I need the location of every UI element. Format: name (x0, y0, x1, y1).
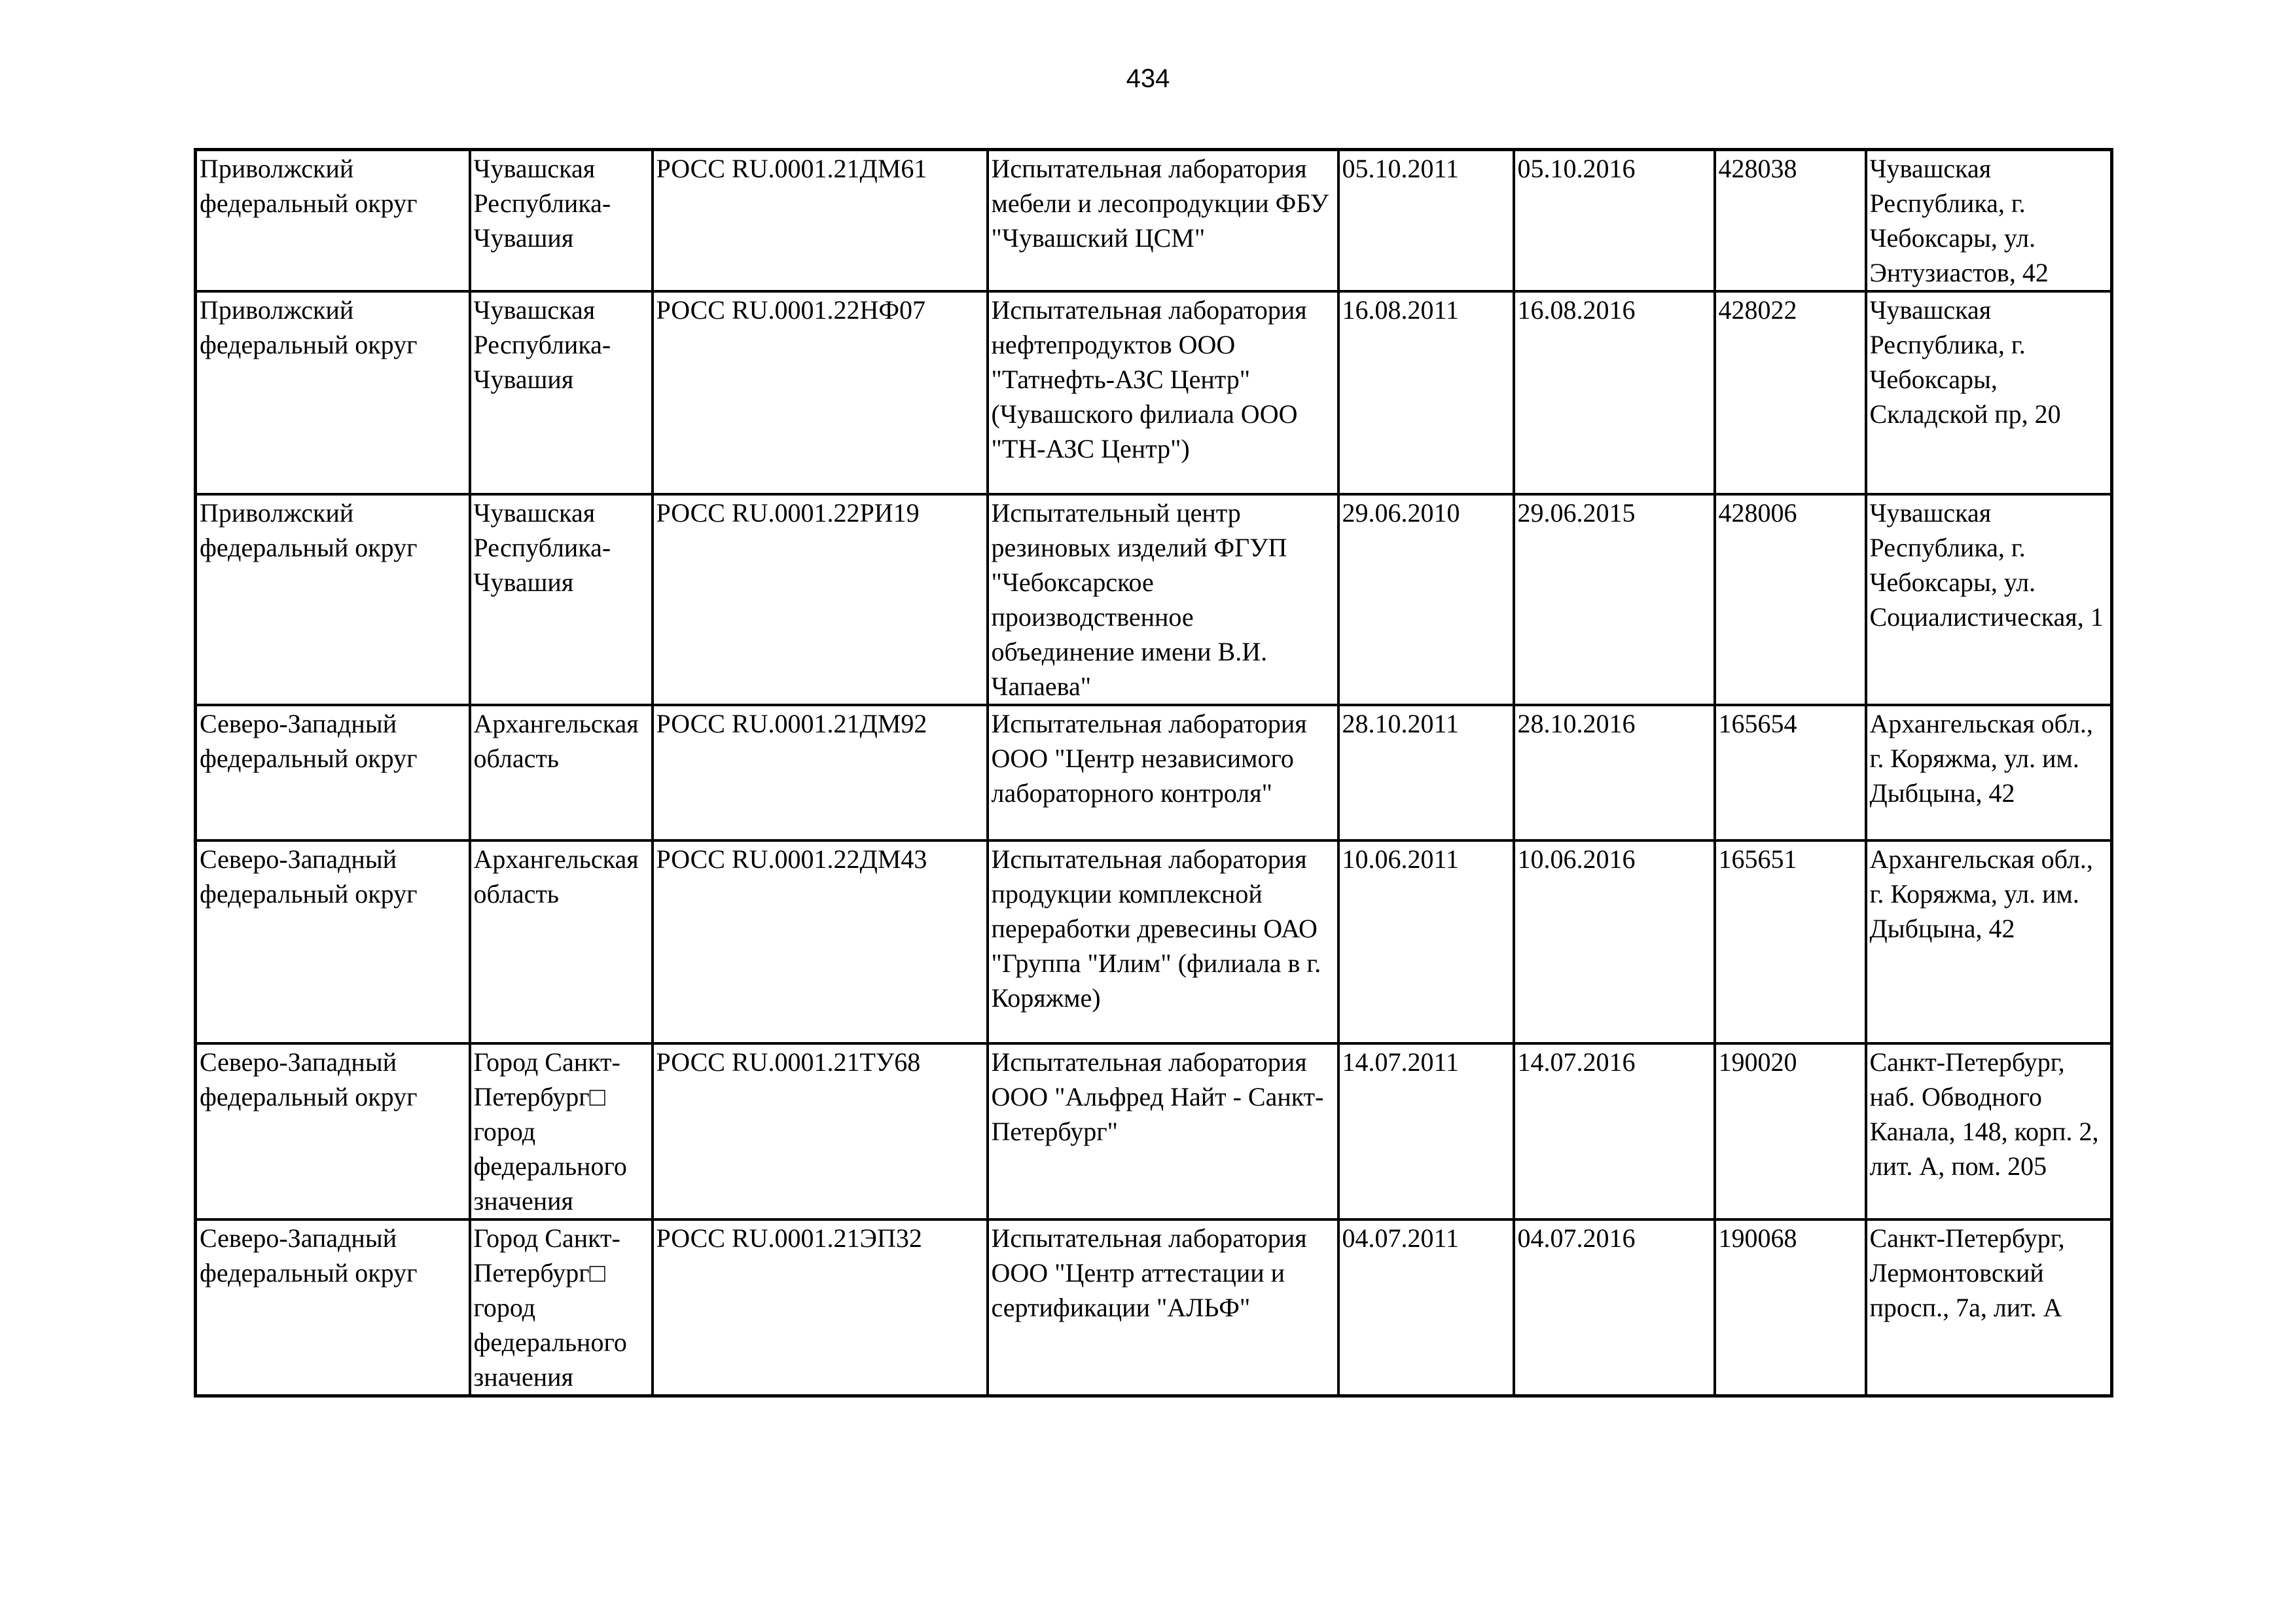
date-to-cell: 28.10.2016 (1514, 705, 1715, 840)
laboratory-name-cell: Испытательная лаборатория нефтепродуктов ООО "Татнефть-АЗС Центр" (Чувашского филиала ООО "ТН-АЗС Центр") (988, 291, 1338, 494)
district-cell: Приволжский федеральный округ (196, 150, 470, 292)
postal-code-cell: 165654 (1715, 705, 1866, 840)
postal-code-cell: 190020 (1715, 1043, 1866, 1219)
date-from-cell: 10.06.2011 (1338, 840, 1514, 1043)
certificate-code-cell: РОСС RU.0001.21ЭП32 (653, 1219, 988, 1396)
laboratory-name-cell: Испытательная лаборатория мебели и лесопродукции ФБУ "Чувашский ЦСМ" (988, 150, 1338, 292)
table-row (196, 150, 2112, 292)
certificate-code-cell: РОСС RU.0001.21ДМ92 (653, 705, 988, 840)
address-cell: Чувашская Республика, г. Чебоксары, ул. Социалистическая, 1 (1866, 494, 2112, 705)
table-row (196, 1219, 2112, 1396)
table-row (196, 1043, 2112, 1219)
certificate-code-cell: РОСС RU.0001.22ДМ43 (653, 840, 988, 1043)
address-cell: Чувашская Республика, г. Чебоксары, ул. Энтузиастов, 42 (1866, 150, 2112, 292)
region-cell: Город Санкт-Петербург□ город федерального значения (470, 1043, 653, 1219)
address-cell: Санкт-Петербург, Лермонтовский просп., 7а, лит. А (1866, 1219, 2112, 1396)
address-cell: Архангельская обл., г. Коряжма, ул. им. Дыбцына, 42 (1866, 705, 2112, 840)
address-cell: Чувашская Республика, г. Чебоксары, Складской пр, 20 (1866, 291, 2112, 494)
address-cell: Санкт-Петербург, наб. Обводного Канала, 148, корп. 2, лит. А, пом. 205 (1866, 1043, 2112, 1219)
postal-code-cell: 428022 (1715, 291, 1866, 494)
date-to-cell: 14.07.2016 (1514, 1043, 1715, 1219)
postal-code-cell: 190068 (1715, 1219, 1866, 1396)
region-cell: Чувашская Республика-Чувашия (470, 150, 653, 292)
date-from-cell: 04.07.2011 (1338, 1219, 1514, 1396)
address-cell: Архангельская обл., г. Коряжма, ул. им. Дыбцына, 42 (1866, 840, 2112, 1043)
district-cell: Северо-Западный федеральный округ (196, 705, 470, 840)
date-to-cell: 05.10.2016 (1514, 150, 1715, 292)
laboratory-name-cell: Испытательная лаборатория ООО "Центр независимого лабораторного контроля" (988, 705, 1338, 840)
region-cell: Чувашская Республика-Чувашия (470, 494, 653, 705)
table-row (196, 840, 2112, 1043)
laboratory-name-cell: Испытательный центр резиновых изделий ФГУП "Чебоксарское производственное объединение имени В.И. Чапаева" (988, 494, 1338, 705)
certificate-code-cell: РОСС RU.0001.21ТУ68 (653, 1043, 988, 1219)
postal-code-cell: 428006 (1715, 494, 1866, 705)
certificate-code-cell: РОСС RU.0001.22НФ07 (653, 291, 988, 494)
date-from-cell: 16.08.2011 (1338, 291, 1514, 494)
table-row (196, 291, 2112, 494)
date-to-cell: 10.06.2016 (1514, 840, 1715, 1043)
region-cell: Архангельская область (470, 705, 653, 840)
page-number: 434 (1126, 64, 1170, 93)
date-from-cell: 14.07.2011 (1338, 1043, 1514, 1219)
date-to-cell: 16.08.2016 (1514, 291, 1715, 494)
table-row (196, 705, 2112, 840)
laboratory-name-cell: Испытательная лаборатория ООО "Центр аттестации и сертификации "АЛЬФ" (988, 1219, 1338, 1396)
postal-code-cell: 428038 (1715, 150, 1866, 292)
date-from-cell: 28.10.2011 (1338, 705, 1514, 840)
district-cell: Северо-Западный федеральный округ (196, 1219, 470, 1396)
date-from-cell: 29.06.2010 (1338, 494, 1514, 705)
certificate-code-cell: РОСС RU.0001.22РИ19 (653, 494, 988, 705)
laboratory-name-cell: Испытательная лаборатория ООО "Альфред Найт - Санкт-Петербург" (988, 1043, 1338, 1219)
registry-table (194, 148, 2113, 1398)
region-cell: Чувашская Республика-Чувашия (470, 291, 653, 494)
certificate-code-cell: РОСС RU.0001.21ДМ61 (653, 150, 988, 292)
table-row (196, 494, 2112, 705)
district-cell: Приволжский федеральный округ (196, 291, 470, 494)
region-cell: Город Санкт-Петербург□ город федерального значения (470, 1219, 653, 1396)
district-cell: Северо-Западный федеральный округ (196, 840, 470, 1043)
laboratory-name-cell: Испытательная лаборатория продукции комплексной переработки древесины ОАО "Группа "Илим" (филиала в г. Коряжме) (988, 840, 1338, 1043)
date-to-cell: 29.06.2015 (1514, 494, 1715, 705)
postal-code-cell: 165651 (1715, 840, 1866, 1043)
district-cell: Приволжский федеральный округ (196, 494, 470, 705)
region-cell: Архангельская область (470, 840, 653, 1043)
date-from-cell: 05.10.2011 (1338, 150, 1514, 292)
date-to-cell: 04.07.2016 (1514, 1219, 1715, 1396)
district-cell: Северо-Западный федеральный округ (196, 1043, 470, 1219)
